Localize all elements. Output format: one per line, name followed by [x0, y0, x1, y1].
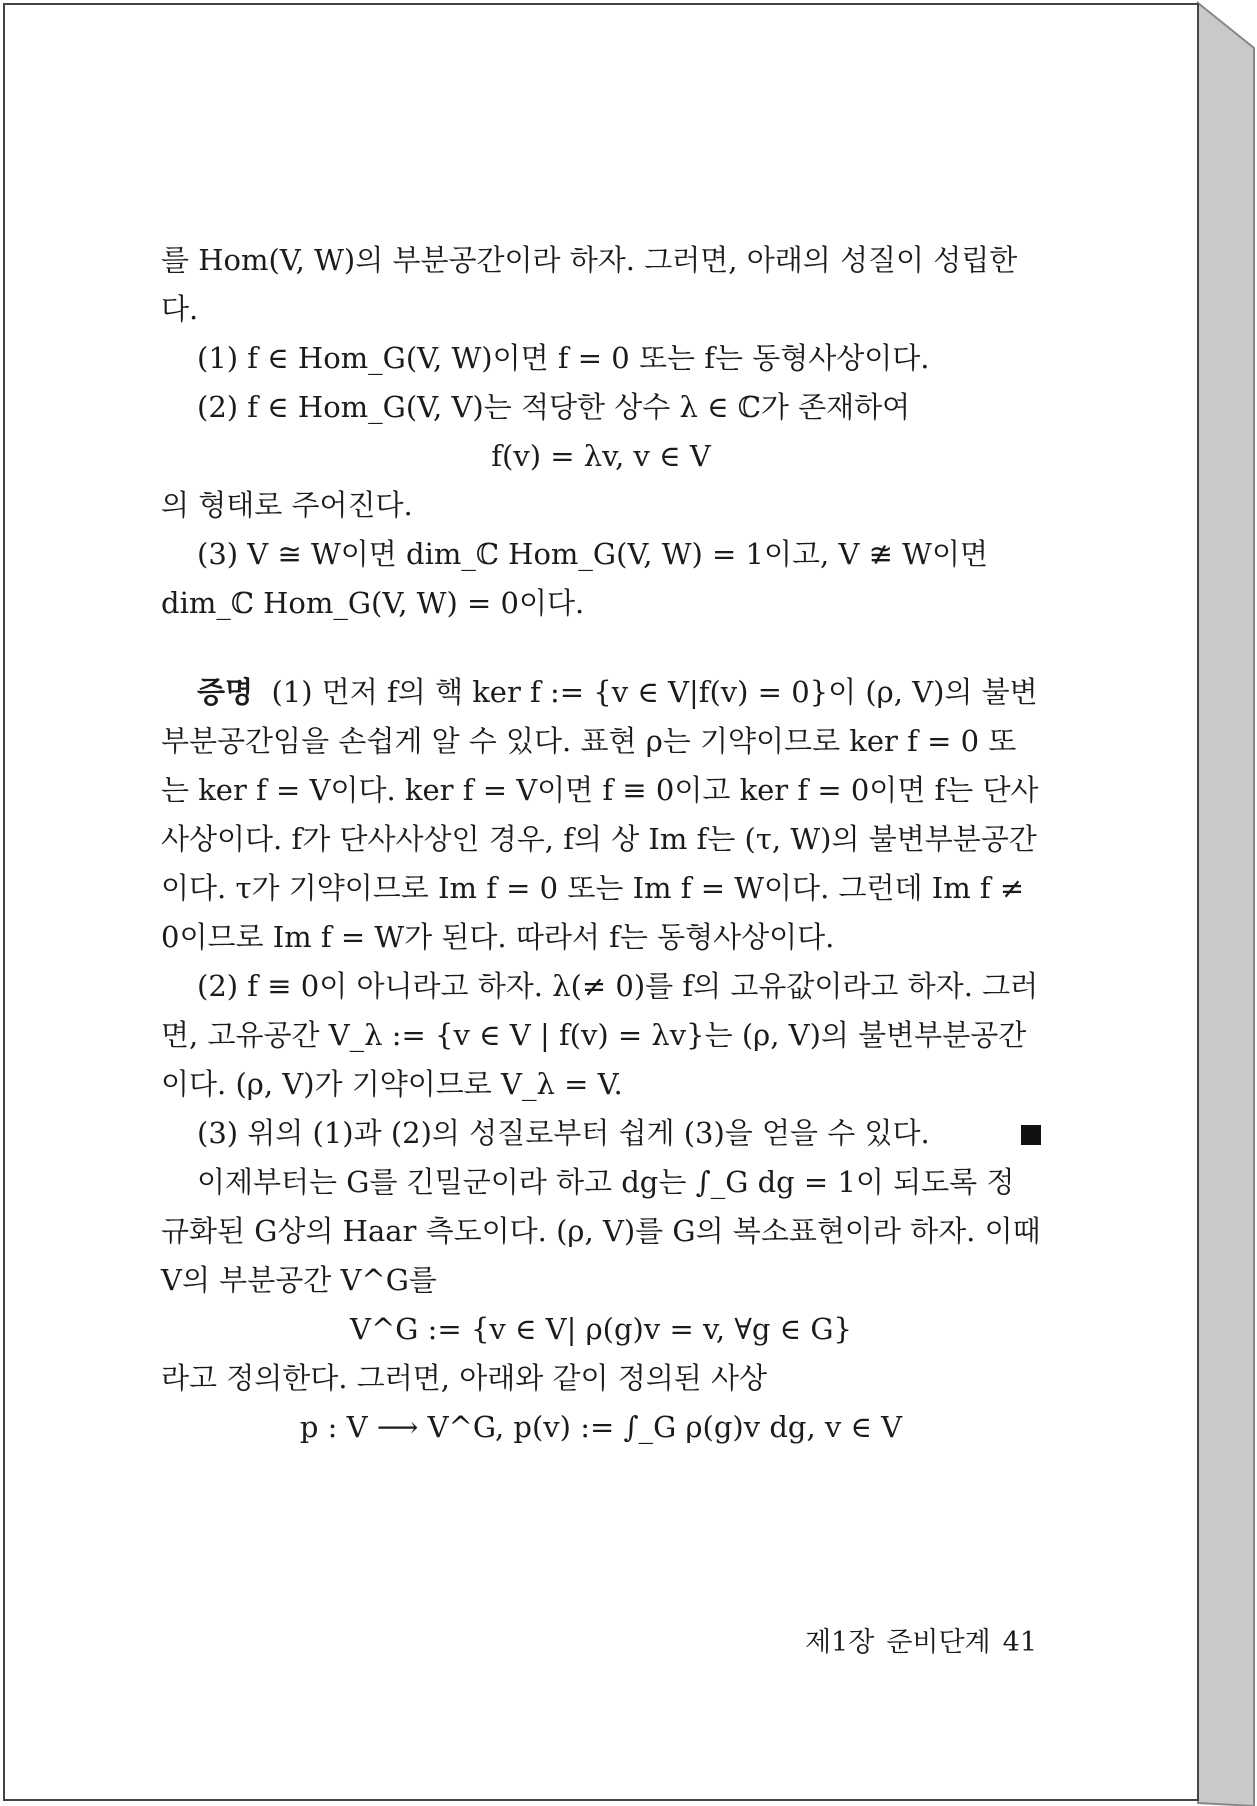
- item-1: (1) f ∈ Hom_G(V, W)이면 f = 0 또는 f는 동형사상이다.: [197, 341, 930, 375]
- text-line: 라고 정의한다. 그러면, 아래와 같이 정의된 사상: [161, 1361, 768, 1395]
- proof-1-text: (1) 먼저 f의 핵 ker f := {v ∈ V|f(v) = 0}이 (ρ, V)의 불변부분공간임을 손쉽게 알 수 있다. 표현 ρ는 기약이므로 ker f = 0 또는 ker f = V이다. ker f = V이면 f ≡ 0이고 ker f = 0이면 f는 단사사상이다. f가 단사사상인 경우, f의 상 Im f는 (τ, W)의 불변부분공간이다. τ가 기약이므로 Im f = 0 또는 Im f = W이다. 그런데 Im f ≠ 0이므로 Im f = W가 된다. 따라서 f는 동형사상이다.: [161, 675, 1039, 954]
- proof-paragraph-1: [161, 668, 1041, 962]
- proof-paragraph-2: (2) f ≡ 0이 아니라고 하자. λ(≠ 0)를 f의 고유값이라고 하자. 그러면, 고유공간 V_λ := {v ∈ V | f(v) = λv}는 (ρ, V)의 불변부분공간이다. (ρ, V)가 기약이므로 V_λ = V.: [161, 969, 1039, 1101]
- text-line: 를 Hom(V, W)의 부분공간이라 하자. 그러면, 아래의 성질이 성립한다.: [161, 243, 1018, 326]
- chapter-title: 준비단계: [886, 1627, 991, 1658]
- page-footer: [793, 1620, 1037, 1659]
- page-body: [161, 236, 1041, 1452]
- text-line: 의 형태로 주어진다.: [161, 488, 413, 522]
- proof-3-text: (3) 위의 (1)과 (2)의 성질로부터 쉽게 (3)을 얻을 수 있다.: [197, 1116, 930, 1150]
- equation-3: p : V ⟶ V^G, p(v) := ∫_G ρ(g)v dg, v ∈ V: [299, 1410, 903, 1444]
- chapter-number: 제1장: [804, 1627, 875, 1658]
- equation-1: f(v) = λv, v ∈ V: [491, 439, 711, 473]
- definition-paragraph: 이제부터는 G를 긴밀군이라 하고 dg는 ∫_G dg = 1이 되도록 정규화된 G상의 Haar 측도이다. (ρ, V)를 G의 복소표현이라 하자. 이때 V의 부분공간 V^G를: [161, 1165, 1041, 1297]
- proof-paragraph-3: [161, 1109, 1041, 1158]
- item-3: (3) V ≅ W이면 dim_ℂ Hom_G(V, W) = 1이고, V ≇ W이면 dim_ℂ Hom_G(V, W) = 0이다.: [161, 537, 988, 620]
- item-2: (2) f ∈ Hom_G(V, V)는 적당한 상수 λ ∈ ℂ가 존재하여: [197, 390, 911, 424]
- equation-2: V^G := {v ∈ V| ρ(g)v = v, ∀g ∈ G}: [350, 1312, 852, 1346]
- page-number: 41: [1002, 1627, 1037, 1658]
- proof-heading: 증명: [197, 675, 254, 709]
- qed-square-icon: [1021, 1125, 1041, 1145]
